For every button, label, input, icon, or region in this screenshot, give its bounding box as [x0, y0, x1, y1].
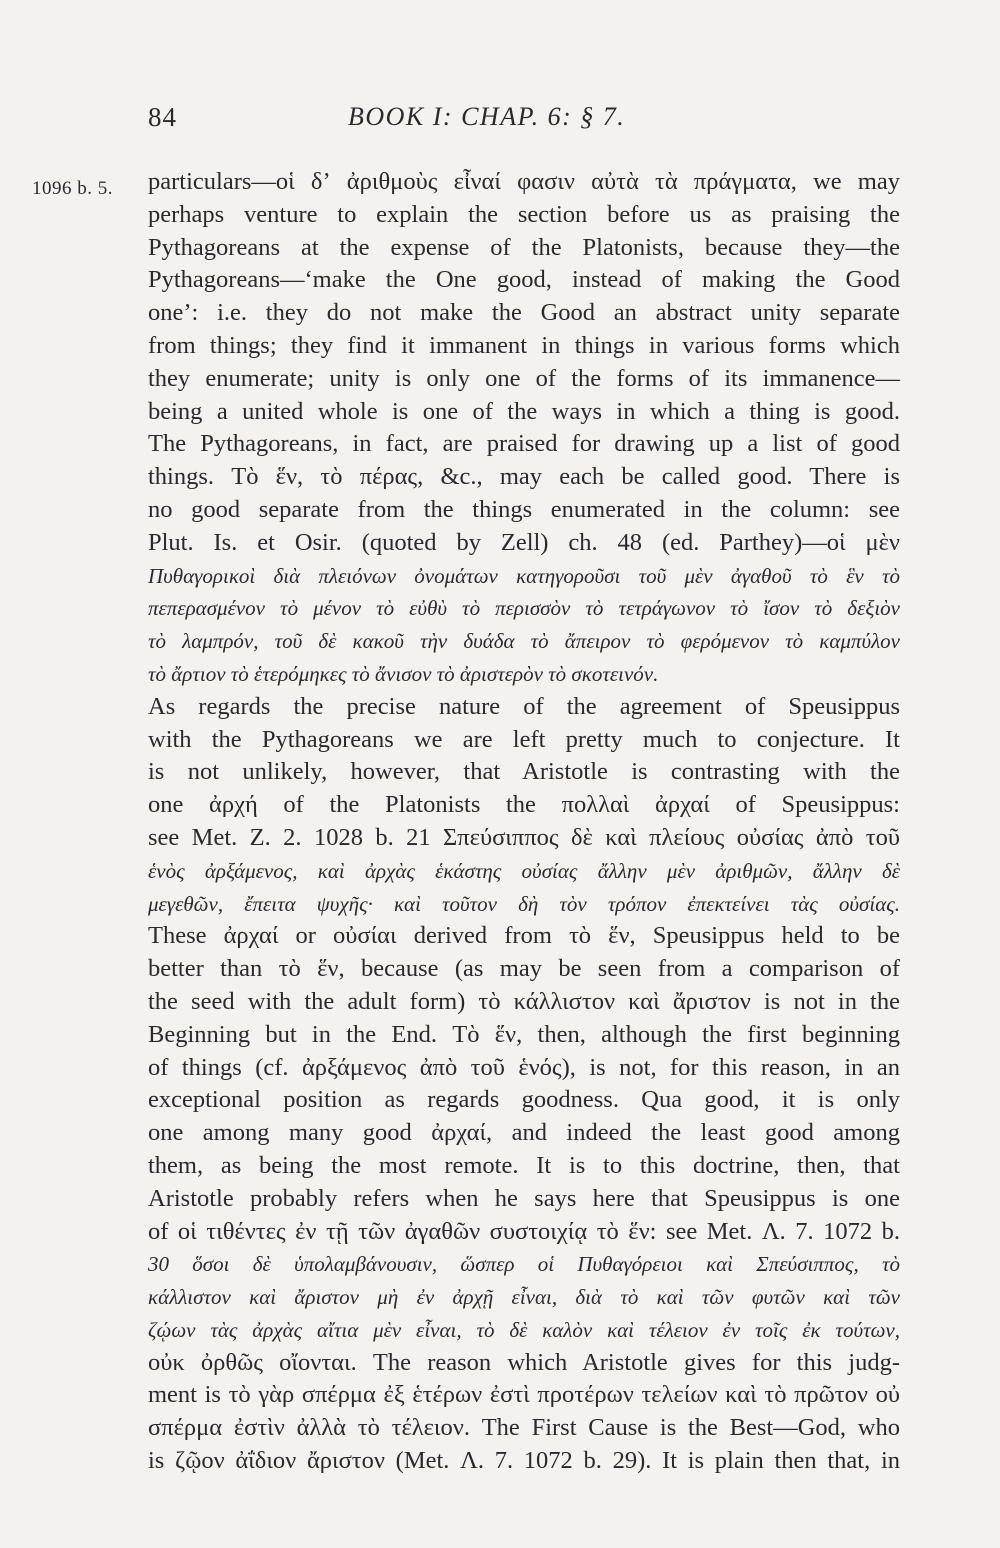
greek-quotation-line: τὸ ἄρτιον τὸ ἑτερόμηκες τὸ ἄνισον τὸ ἀριστερὸν τὸ σκοτεινόν.	[148, 661, 659, 686]
greek-quotation-line: μεγεθῶν, ἔπειτα ψυχῆς· καὶ τοῦτον δὴ τὸν τρόπον ἐπεκτείνει τὰς οὐσίας.	[148, 891, 900, 916]
text-line: with the Pythagoreans we are left pretty much to conjecture. It	[148, 725, 900, 753]
greek-quotation-line: ἑνὸς ἀρξάμενος, καὶ ἀρχὰς ἑκάστης οὐσίας ἄλλην μὲν ἀριθμῶν, ἄλλην δὲ	[148, 858, 900, 883]
text-line: Plut. Is. et Osir. (quoted by Zell) ch. 48 (ed. Parthey)—οἱ μὲν	[148, 528, 900, 556]
text-line: As regards the precise nature of the agreement of Speusippus	[148, 692, 900, 720]
text-line: Aristotle probably refers when he says here that Speusippus is one	[148, 1184, 900, 1212]
greek-quotation-line: Πυθαγορικοὶ διὰ πλειόνων ὀνομάτων κατηγοροῦσι τοῦ μὲν ἀγαθοῦ τὸ ἓν τὸ	[148, 563, 900, 588]
text-line: from things; they find it immanent in things in various forms which	[148, 331, 900, 359]
text-line: of things (cf. ἀρξάμενος ἀπὸ τοῦ ἑνός), is not, for this reason, in an	[148, 1053, 900, 1081]
text-line: ment is τὸ γὰρ σπέρμα ἐξ ἑτέρων ἐστὶ προτέρων τελείων καὶ τὸ πρῶτον οὐ	[148, 1381, 900, 1409]
text-line: one’: i.e. they do not make the Good an abstract unity separate	[148, 299, 900, 327]
text-line: Beginning but in the End. Τὸ ἕν, then, although the first beginning	[148, 1020, 900, 1048]
running-head: BOOK I: CHAP. 6: § 7.	[348, 102, 626, 131]
text-line: is ζῷον ἀΐδιον ἄριστον (Met. Λ. 7. 1072 b. 29). It is plain then that, in	[148, 1447, 900, 1475]
greek-quotation-line: ζῴων τὰς ἀρχὰς αἴτια μὲν εἶναι, τὸ δὲ καλὸν καὶ τέλειον ἐν τοῖς ἐκ τούτων,	[148, 1317, 900, 1342]
greek-quotation-line: κάλλιστον καὶ ἄριστον μὴ ἐν ἀρχῇ εἶναι, διὰ τὸ καὶ τῶν φυτῶν καὶ τῶν	[148, 1285, 900, 1310]
body-text	[148, 166, 900, 1478]
text-line: Pythagoreans—‘make the One good, instead of making the Good	[148, 266, 900, 294]
greek-quotation-line: πεπερασμένον τὸ μένον τὸ εὐθὺ τὸ περισσὸν τὸ τετράγωνον τὸ ἴσον τὸ δεξιὸν	[148, 596, 900, 621]
page-header	[148, 100, 908, 140]
text-line: them, as being the most remote. It is to this doctrine, then, that	[148, 1151, 900, 1179]
text-line: The Pythagoreans, in fact, are praised for drawing up a list of good	[148, 430, 900, 458]
text-line: better than τὸ ἕν, because (as may be seen from a comparison of	[148, 955, 900, 983]
text-line: particulars—οἱ δʼ ἀριθμοὺς εἶναί φασιν αὐτὰ τὰ πράγματα, we may	[148, 168, 900, 195]
text-line: is not unlikely, however, that Aristotle is contrasting with the	[148, 758, 900, 786]
text-line: one ἀρχή of the Platonists the πολλαὶ ἀρχαί of Speusippus:	[148, 791, 900, 819]
text-line: These ἀρχαί or οὐσίαι derived from τὸ ἕν, Speusippus held to be	[148, 922, 900, 950]
text-line: perhaps venture to explain the section before us as praising the	[148, 200, 900, 228]
text-line: οὐκ ὀρθῶς οἴονται. The reason which Aristotle gives for this judg-	[148, 1348, 900, 1376]
text-line: they enumerate; unity is only one of the forms of its immanence—	[148, 364, 900, 392]
page-number: 84	[148, 102, 177, 132]
text-line: no good separate from the things enumerated in the column: see	[148, 495, 900, 523]
text-line: being a united whole is one of the ways in which a thing is good.	[148, 397, 900, 425]
text-line: of οἱ τιθέντες ἐν τῇ τῶν ἀγαθῶν συστοιχίᾳ τὸ ἕν: see Met. Λ. 7. 1072 b.	[148, 1217, 900, 1245]
text-line: the seed with the adult form) τὸ κάλλιστον καὶ ἄριστον is not in the	[148, 987, 900, 1015]
greek-quotation-line: 30 ὅσοι δὲ ὑπολαμβάνουσιν, ὥσπερ οἱ Πυθαγόρειοι καὶ Σπεύσιππος, τὸ	[148, 1252, 900, 1277]
margin-reference: 1096 b. 5.	[32, 178, 113, 199]
text-line: see Met. Z. 2. 1028 b. 21 Σπεύσιππος δὲ καὶ πλείους οὐσίας ἀπὸ τοῦ	[148, 823, 900, 851]
text-line: one among many good ἀρχαί, and indeed the least good among	[148, 1119, 900, 1147]
text-line: σπέρμα ἐστὶν ἀλλὰ τὸ τέλειον. The First Cause is the Best—God, who	[148, 1414, 900, 1442]
text-line: exceptional position as regards goodness. Qua good, it is only	[148, 1086, 900, 1114]
greek-quotation-line: τὸ λαμπρόν, τοῦ δὲ κακοῦ τὴν δυάδα τὸ ἄπειρον τὸ φερόμενον τὸ καμπύλον	[148, 629, 900, 654]
text-line: things. Τὸ ἕν, τὸ πέρας, &c., may each be called good. There is	[148, 463, 900, 491]
text-line: Pythagoreans at the expense of the Platonists, because they—the	[148, 233, 900, 261]
